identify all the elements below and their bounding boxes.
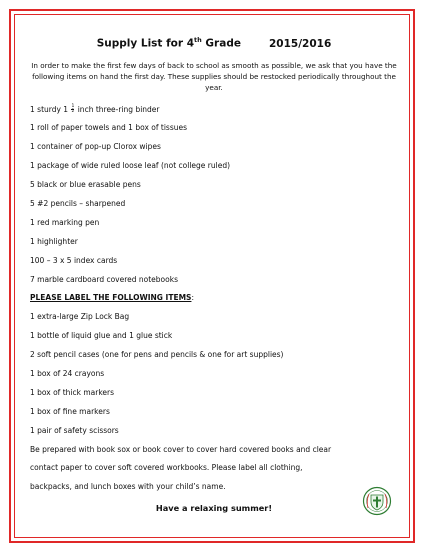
closing-message: Have a relaxing summer!	[155, 503, 273, 514]
label-section-heading	[30, 289, 398, 308]
labeled-list-item: 1 bottle of liquid glue and 1 glue stick	[30, 331, 173, 341]
list-item: 5 black or blue erasable pens	[30, 180, 141, 190]
fraction-denominator: 2	[71, 109, 75, 114]
list-item-binder	[30, 101, 398, 120]
label-heading-text: PLEASE LABEL THE FOLLOWING ITEMS	[30, 293, 192, 303]
labeled-list-item: 1 box of thick markers	[30, 387, 115, 397]
labeled-list-item: 1 box of 24 crayons	[30, 368, 105, 378]
labeled-list-item: 1 box of fine markers	[30, 406, 110, 416]
note-line: contact paper to cover soft covered workbooks. Please label all clothing,	[30, 463, 303, 473]
fraction-numerator: 1	[71, 103, 75, 109]
school-crest-icon	[362, 486, 392, 516]
labeled-list-item: 1 pair of safety scissors	[30, 425, 119, 435]
title-grade: Grade	[201, 37, 241, 50]
labeled-list-item: 1 extra-large Zip Lock Bag	[30, 312, 130, 322]
label-heading-colon: :	[191, 293, 194, 303]
document-body	[30, 36, 398, 513]
list-item: 1 roll of paper towels and 1 box of tissues	[30, 123, 187, 133]
list-item: 1 highlighter	[30, 236, 78, 246]
binder-text-end: inch three-ring binder	[75, 104, 160, 114]
list-item: 5 #2 pencils – sharpened	[30, 198, 126, 208]
list-item: 1 red marking pen	[30, 217, 100, 227]
intro-paragraph: In order to make the first few days of back to school as smooth as possible, we ask that you have the following items on hand the first day. These supplies should be restocked periodically throughout the year.	[31, 60, 397, 92]
list-item: 1 container of pop-up Clorox wipes	[30, 142, 161, 152]
note-line: Be prepared with book sox or book cover to cover hard covered books and clear	[30, 444, 332, 454]
labeled-list-item: 2 soft pencil cases (one for pens and pencils & one for art supplies)	[30, 350, 284, 360]
title-superscript: th	[194, 36, 202, 44]
binder-text-start: 1 sturdy 1	[30, 104, 69, 114]
list-item: 1 package of wide ruled loose leaf (not college ruled)	[30, 161, 231, 171]
title-text: Supply List for 4	[96, 37, 195, 50]
page-title	[30, 36, 398, 50]
list-item: 100 – 3 x 5 index cards	[30, 255, 118, 265]
list-item: 7 marble cardboard covered notebooks	[30, 274, 178, 284]
school-year: 2015/2016	[268, 37, 332, 50]
binder-fraction	[71, 105, 74, 115]
note-line: backpacks, and lunch boxes with your child’s name.	[30, 482, 226, 492]
